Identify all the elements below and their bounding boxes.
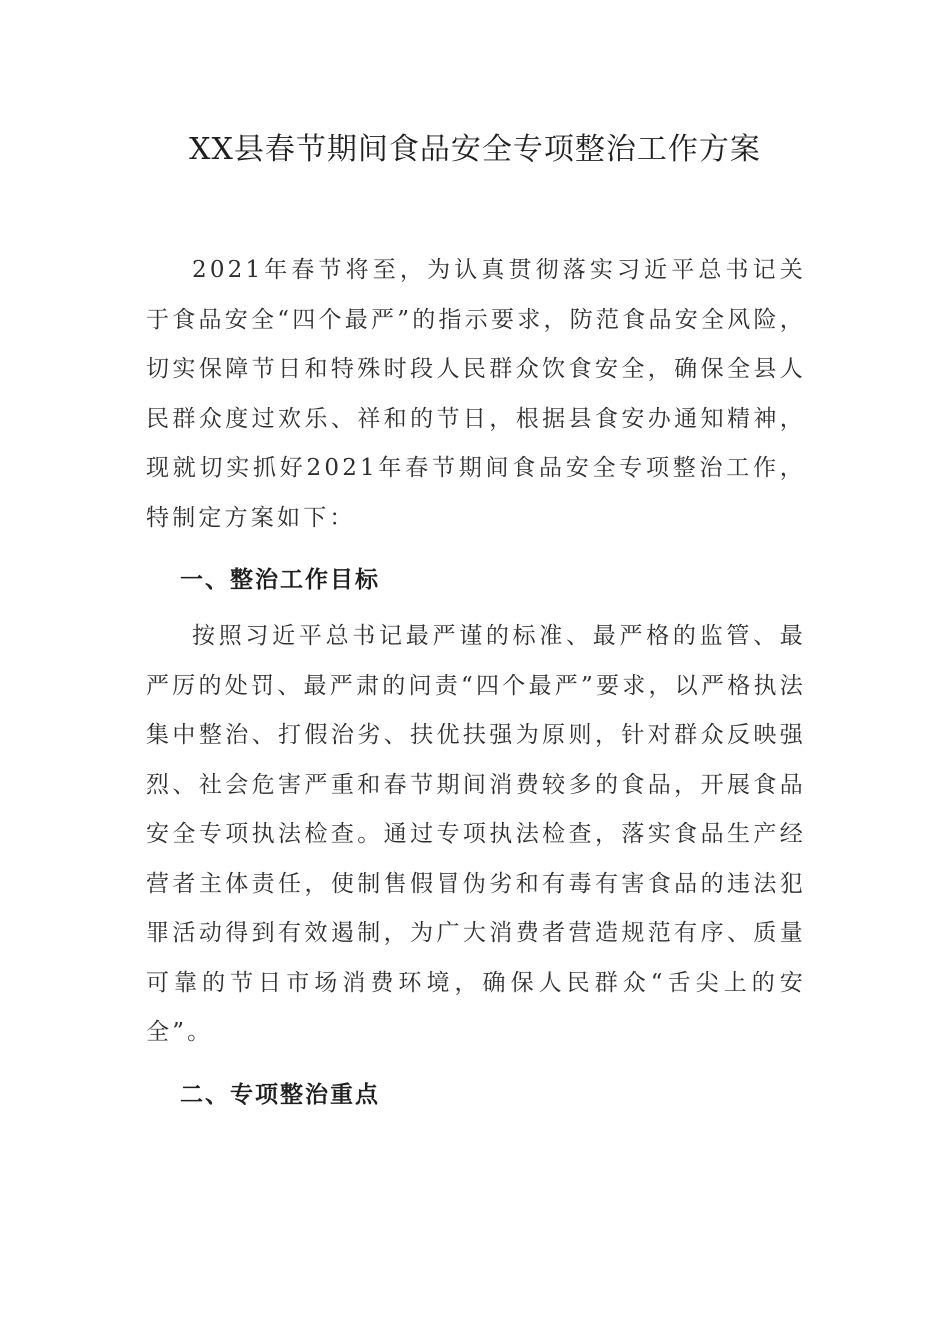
intro-paragraph: 2021年春节将至，为认真贯彻落实习近平总书记关于食品安全“四个最严”的指示要求，防范食品安全风险，切实保障节日和特殊时段人民群众饮食安全，确保全县人民群众度过欢乐、祥和的节日，根据县食安办通知精神，现就切实抓好2021年春节期间食品安全专项整治工作，特制定方案如下： bbox=[146, 257, 806, 531]
section-paragraph-goals: 按照习近平总书记最严谨的标准、最严格的监管、最严厉的处罚、最严肃的问责“四个最严”要求，以严格执法集中整治、打假治劣、扶优扶强为原则，针对群众反映强烈、社会危害严重和春节期间消费较多的食品，开展食品安全专项执法检查。通过专项执法检查，落实食品生产经营者主体责任，使制售假冒伪劣和有毒有害食品的违法犯罪活动得到有效遏制，为广大消费者营造规范有序、质量可靠的节日市场消费环境，确保人民群众“舌尖上的安全”。 bbox=[146, 623, 806, 1045]
document-title: XX县春节期间食品安全专项整治工作方案 bbox=[189, 132, 761, 167]
section-heading-focus: 二、专项整治重点 bbox=[180, 1081, 380, 1108]
section-heading-goals: 一、整治工作目标 bbox=[180, 566, 380, 593]
